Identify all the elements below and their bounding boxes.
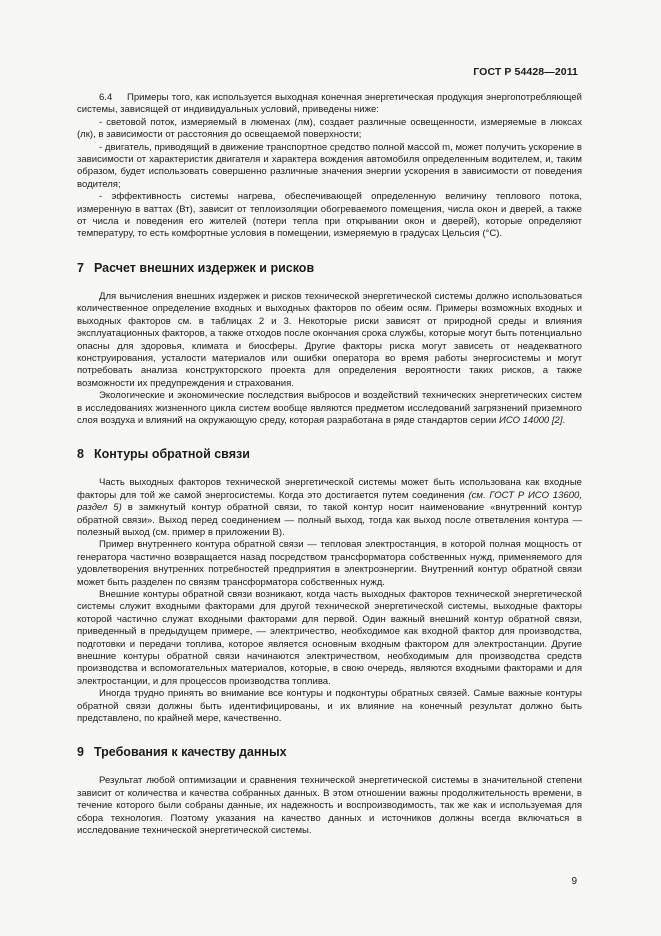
- section-title: Контуры обратной связи: [94, 447, 250, 462]
- standard-reference: (см. ГОСТ Р ИСО 13600, раздел 5): [77, 489, 582, 514]
- section-title: Расчет внешних издержек и рисков: [94, 260, 315, 275]
- paragraph: [77, 477, 582, 539]
- paragraph: Пример внутреннего контура обратной связи — тепловая электростанция, в которой полная мощность от генератора частично возвращается назад посредством трансформатора собственных нужд, применяемого для удовлетворения внутренних потребностей предприятия в электроэнергии. Внутренний контур обратной связи может быть разделен по связям трансформатора собственных нужд.: [77, 539, 582, 588]
- paragraph: [77, 390, 582, 427]
- page-content: [77, 92, 582, 838]
- paragraph: Иногда трудно принять во внимание все контуры и подконтуры обратных связей. Самые важные контуры обратной связи должны быть идентифицированы, и их влияние на конечный результат должно быть представлено, по крайней мере, качественно.: [77, 688, 582, 725]
- section-number: 8: [77, 447, 84, 462]
- paragraph-text: Экологические и экономические последствия выбросов и воздействий технических энергетических систем в исследованиях жизненного цикла систем вообще являются предметом исследований загрязнений приземного слоя воздуха и влияний на окружающую среду, которая разработана в ряде стандартов серии: [77, 390, 582, 426]
- section-number: 7: [77, 260, 84, 275]
- paragraph-text: Часть выходных факторов технической энергетической системы может быть использована как входные факторы для той же самой энергосистемы. Когда это достигается путем соединения: [77, 477, 582, 501]
- section-8-heading: [77, 447, 582, 461]
- paragraph: Результат любой оптимизации и сравнения технической энергетической системы в значительной степени зависит от количества и качества собранных данных. В этом отношении важны продолжительность времени, в течение которого были собраны данные, их надежность и воспроизводимость, так же как и используемая для сбора технология. Поэтому указания на качество данных и источников должны всегда включаться в исследование технической энергетической системы.: [77, 775, 582, 837]
- clause-number: 6.4: [99, 92, 113, 103]
- list-item: - эффективность системы нагрева, обеспечивающей определенную величину теплового потока, измеренную в ваттах (Вт), зависит от теплоизоляции обогреваемого помещения, числа окон и дверей, а также от числа и поведения его жителей (потери тепла при открывании окон и дверей), которые определяют температуру, то есть комфортные условия в помещении, измеряемую в градусах Цельсия (°С).: [77, 191, 582, 240]
- standard-reference: ИСО 14000 [2]: [499, 414, 563, 426]
- section-number: 9: [77, 745, 84, 760]
- document-code: ГОСТ Р 54428—2011: [473, 66, 578, 78]
- section-7-heading: [77, 261, 582, 275]
- paragraph-end: .: [562, 414, 566, 426]
- page-number: 9: [571, 876, 577, 887]
- clause-text: Примеры того, как используется выходная конечная энергетическая продукция энергопотребляющей системы, зависящей от индивидуальных условий, приведены ниже:: [77, 92, 582, 116]
- clause-6-4-intro: [77, 92, 582, 117]
- paragraph: Для вычисления внешних издержек и рисков технической энергетической системы должно использоваться количественное определение входных и выходных факторов по обеим осям. Примеры возможных входных и выходных факторов см. в таблицах 2 и 3. Некоторые риски зависят от природной среды и влияния эксплуатационных факторов, а также отходов после окончания срока службы, которые могут быть потенциально опасны для здоровья, климата и биосферы. Другие факторы риска могут зависеть от неадекватного конструирования, усталости материалов или ошибки оператора во время работы энергосистемы и могут потребовать анализа конструкторского проекта для определения вероятности таких рисков, а также возможности их предупреждения и страхования.: [77, 290, 582, 389]
- section-title: Требования к качеству данных: [94, 745, 287, 760]
- paragraph: Внешние контуры обратной связи возникают, когда часть выходных факторов технической энергетической системы служит входными факторами для другой технической энергетической системы, выходные факторы которой частично служат входными факторами для первой. Один важный внешний контур обратной связи, приведенный в предыдущем примере, — электричество, необходимое как входной фактор для производства, подготовки и передачи топлива, которое является основным входным фактором для электростанции. Другие внешние контуры обратной связи начинаются электричеством, необходимым для производства средств производства и вспомогательных материалов, которые, в свою очередь, являются входными факторами и для электростанции, и для процессов производства топлива.: [77, 589, 582, 687]
- list-item: - двигатель, приводящий в движение транспортное средство полной массой m, может получить ускорение в зависимости от характеристик двигателя и характера вождения автомобиля определенным водителем, и, таким образом, будет использовать совершенно различные значения энергии ускорения в зависимости от поведения водителя;: [77, 141, 582, 190]
- paragraph-text: в замкнутый контур обратной связи, то такой контур носит наименование «внутренний контур обратной связи». Выход перед соединением — полный выход, тогда как выход после ответвления контура — полезный выход (см. пример в приложении В).: [77, 502, 582, 538]
- section-9-heading: [77, 745, 582, 759]
- list-item: - световой поток, измеряемый в люменах (лм), создает различные освещенности, измеряемые в люксах (лк), в зависимости от расстояния до освещаемой поверхности;: [77, 116, 582, 141]
